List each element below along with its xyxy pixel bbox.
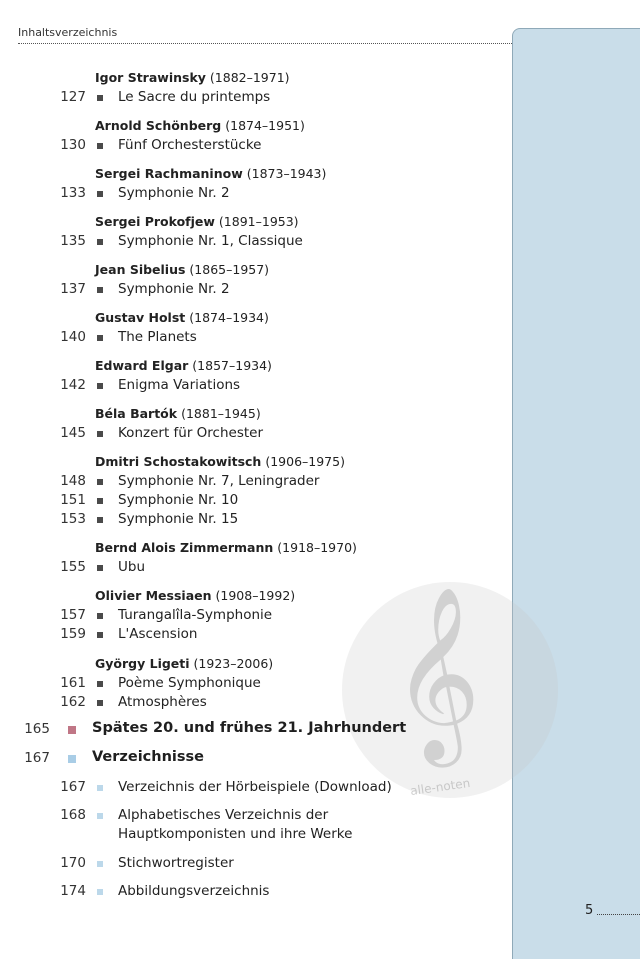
- entry-page-number: 148: [60, 473, 86, 489]
- square-bullet-icon: [97, 383, 103, 389]
- entry-title[interactable]: The Planets: [118, 329, 197, 345]
- entry-page-number: 133: [60, 185, 86, 201]
- entry-page-number: 137: [60, 281, 86, 297]
- square-bullet-icon: [97, 498, 103, 504]
- entry-title[interactable]: Ubu: [118, 559, 146, 575]
- entry-page-number: 157: [60, 607, 86, 623]
- entry-page-number: 155: [60, 559, 86, 575]
- square-bullet-icon: [97, 700, 103, 706]
- watermark-text: alle-noten: [409, 775, 472, 799]
- square-bullet-icon: [97, 613, 103, 619]
- entry-title[interactable]: Symphonie Nr. 10: [118, 492, 239, 508]
- square-bullet-icon: [97, 785, 103, 791]
- chapter-color-square-icon: [68, 726, 76, 734]
- page-number: 5: [585, 903, 594, 918]
- square-bullet-icon: [97, 861, 103, 867]
- entry-title[interactable]: Turangalîla-Symphonie: [118, 607, 273, 623]
- running-header: Inhaltsverzeichnis: [18, 26, 118, 39]
- square-bullet-icon: [97, 681, 103, 687]
- header-dotted-rule: [18, 43, 512, 44]
- entry-page-number: 159: [60, 626, 86, 642]
- entry-page-number: 153: [60, 511, 86, 527]
- square-bullet-icon: [97, 335, 103, 341]
- chapter-page-number: 167: [24, 750, 50, 766]
- chapter-title[interactable]: Spätes 20. und frühes 21. Jahrhundert: [92, 720, 407, 736]
- entry-page-number: 174: [60, 883, 86, 899]
- entry-title[interactable]: Symphonie Nr. 15: [118, 511, 239, 527]
- square-bullet-icon: [97, 143, 103, 149]
- chapter-color-square-icon: [68, 755, 76, 763]
- entry-title[interactable]: Atmosphères: [118, 694, 207, 710]
- entry-page-number: 127: [60, 89, 86, 105]
- square-bullet-icon: [97, 632, 103, 638]
- entry-page-number: 170: [60, 855, 86, 871]
- entry-page-number: 168: [60, 807, 86, 823]
- entry-page-number: 162: [60, 694, 86, 710]
- entry-page-number: 161: [60, 675, 86, 691]
- entry-title[interactable]: Le Sacre du printemps: [118, 89, 271, 105]
- entry-page-number: 167: [60, 779, 86, 795]
- square-bullet-icon: [97, 95, 103, 101]
- composer-heading: Sergei Prokofjew (1891–1953): [95, 214, 299, 229]
- composer-heading: Arnold Schönberg (1874–1951): [95, 118, 305, 133]
- entry-title[interactable]: Fünf Orchesterstücke: [118, 137, 262, 153]
- composer-heading: Edward Elgar (1857–1934): [95, 358, 272, 373]
- entry-title[interactable]: Stichwortregister: [118, 855, 234, 871]
- composer-heading: Dmitri Schostakowitsch (1906–1975): [95, 454, 345, 469]
- entry-page-number: 135: [60, 233, 86, 249]
- square-bullet-icon: [97, 517, 103, 523]
- composer-heading: Jean Sibelius (1865–1957): [95, 262, 270, 277]
- composer-heading: Olivier Messiaen (1908–1992): [95, 588, 296, 603]
- entry-title[interactable]: Poème Symphonique: [118, 675, 261, 691]
- composer-heading: Sergei Rachmaninow (1873–1943): [95, 166, 327, 181]
- page-number-dotted-rule: [597, 914, 640, 915]
- square-bullet-icon: [97, 479, 103, 485]
- square-bullet-icon: [97, 191, 103, 197]
- entry-title[interactable]: Symphonie Nr. 2: [118, 281, 230, 297]
- entry-page-number: 142: [60, 377, 86, 393]
- square-bullet-icon: [97, 287, 103, 293]
- entry-title[interactable]: Symphonie Nr. 7, Leningrader: [118, 473, 320, 489]
- side-panel: [512, 28, 640, 959]
- entry-title[interactable]: Enigma Variations: [118, 377, 241, 393]
- entry-page-number: 145: [60, 425, 86, 441]
- entry-title-continuation[interactable]: Hauptkomponisten und ihre Werke: [118, 826, 353, 842]
- treble-clef-icon: 𝄞: [392, 586, 481, 760]
- entry-title[interactable]: Symphonie Nr. 2: [118, 185, 230, 201]
- entry-title[interactable]: Konzert für Orchester: [118, 425, 264, 441]
- entry-page-number: 130: [60, 137, 86, 153]
- composer-heading: Bernd Alois Zimmermann (1918–1970): [95, 540, 357, 555]
- square-bullet-icon: [97, 813, 103, 819]
- entry-title[interactable]: Symphonie Nr. 1, Classique: [118, 233, 303, 249]
- entry-title[interactable]: Verzeichnis der Hörbeispiele (Download): [118, 779, 392, 795]
- square-bullet-icon: [97, 431, 103, 437]
- chapter-page-number: 165: [24, 721, 50, 737]
- entry-page-number: 140: [60, 329, 86, 345]
- composer-heading: Gustav Holst (1874–1934): [95, 310, 269, 325]
- entry-title[interactable]: Abbildungsverzeichnis: [118, 883, 270, 899]
- entry-page-number: 151: [60, 492, 86, 508]
- composer-heading: György Ligeti (1923–2006): [95, 656, 274, 671]
- composer-heading: Igor Strawinsky (1882–1971): [95, 70, 290, 85]
- square-bullet-icon: [97, 239, 103, 245]
- composer-heading: Béla Bartók (1881–1945): [95, 406, 261, 421]
- square-bullet-icon: [97, 889, 103, 895]
- entry-title[interactable]: L'Ascension: [118, 626, 198, 642]
- chapter-title[interactable]: Verzeichnisse: [92, 749, 204, 765]
- entry-title[interactable]: Alphabetisches Verzeichnis der: [118, 807, 329, 823]
- square-bullet-icon: [97, 565, 103, 571]
